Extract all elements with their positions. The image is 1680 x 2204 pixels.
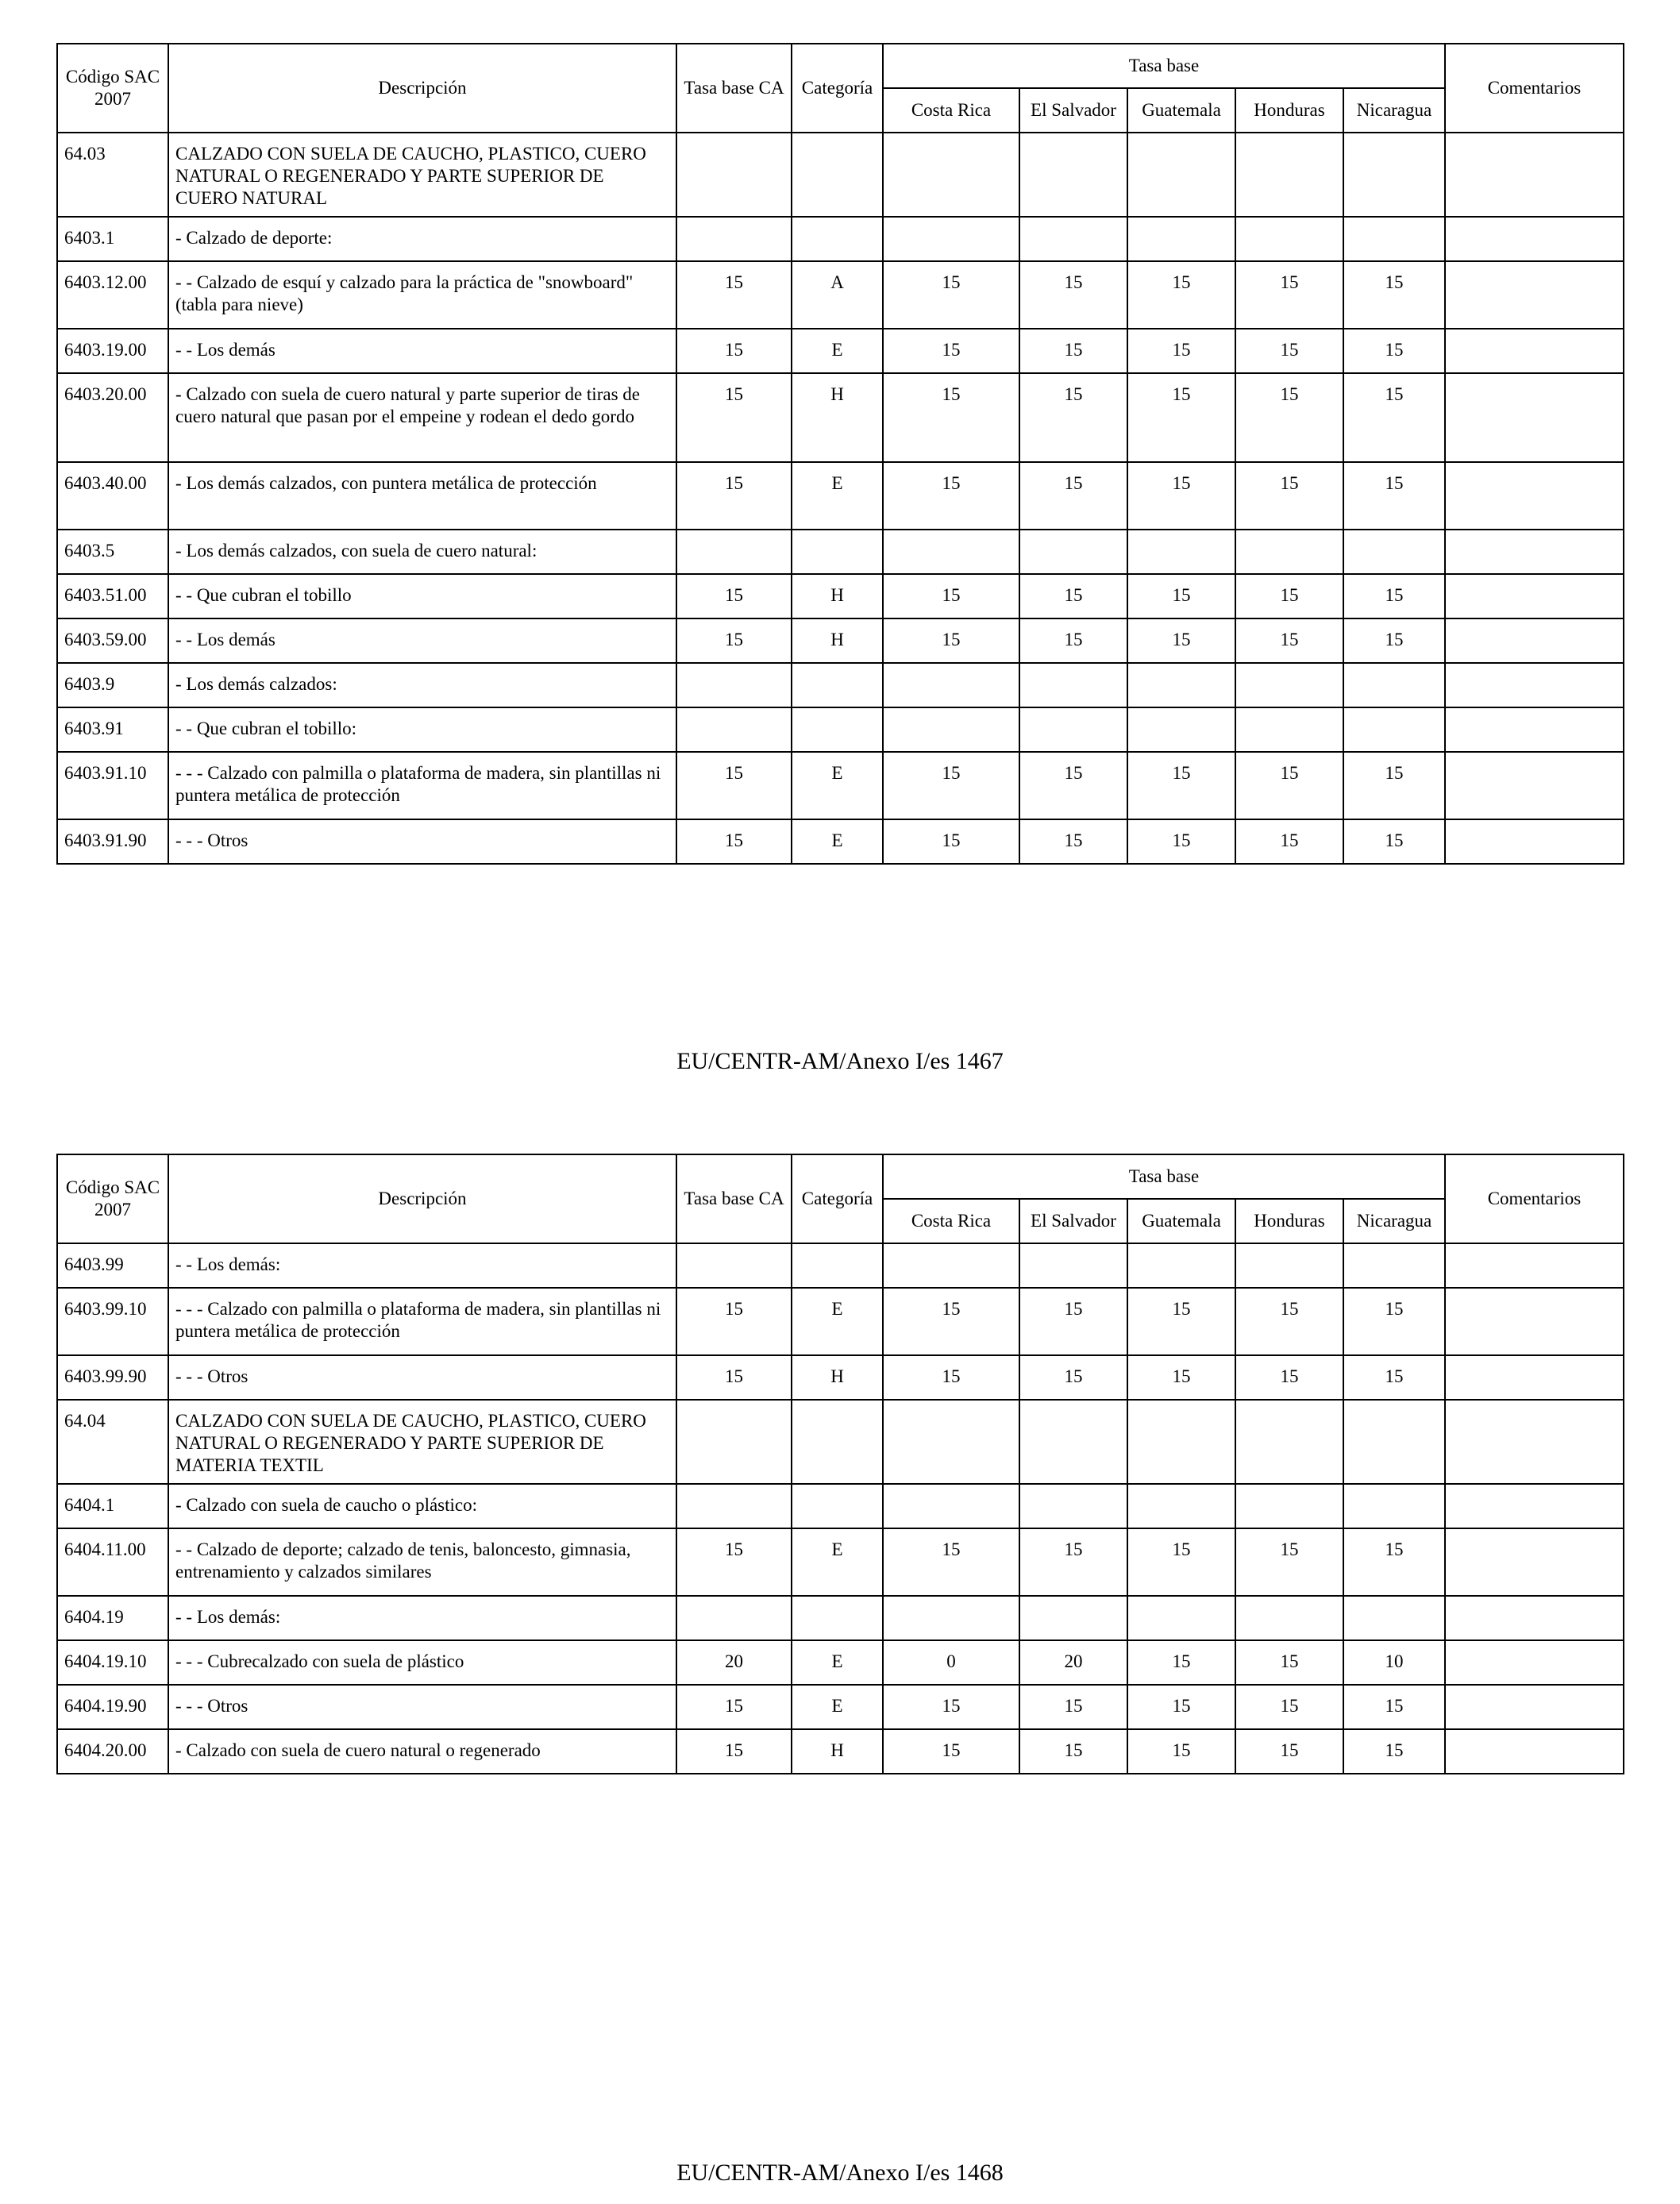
cell-tasa-base-ca: 20	[676, 1640, 792, 1685]
cell-categoria: E	[792, 1685, 883, 1729]
cell-nicaragua: 10	[1343, 1640, 1445, 1685]
cell-honduras	[1235, 530, 1343, 574]
cell-descripcion: - - Calzado de deporte; calzado de tenis, baloncesto, gimnasia, entrenamiento y calzados similares	[168, 1528, 676, 1596]
header-costa-rica: Costa Rica	[883, 88, 1019, 133]
cell-nicaragua: 15	[1343, 1528, 1445, 1596]
cell-honduras: 15	[1235, 462, 1343, 530]
cell-descripcion: CALZADO CON SUELA DE CAUCHO, PLASTICO, CUERO NATURAL O REGENERADO Y PARTE SUPERIOR DE CUERO NATURAL	[168, 133, 676, 217]
cell-tasa-base-ca: 15	[676, 1729, 792, 1774]
cell-descripcion: - - - Calzado con palmilla o plataforma de madera, sin plantillas ni puntera metálica de protección	[168, 1288, 676, 1355]
table-row	[57, 663, 1624, 707]
cell-guatemala: 15	[1127, 618, 1235, 663]
cell-el-salvador: 15	[1019, 1685, 1127, 1729]
cell-el-salvador	[1019, 133, 1127, 217]
cell-codigo: 6403.99	[57, 1243, 168, 1288]
cell-descripcion: - Los demás calzados, con suela de cuero natural:	[168, 530, 676, 574]
cell-tasa-base-ca: 15	[676, 752, 792, 819]
cell-tasa-base-ca: 15	[676, 1528, 792, 1596]
cell-el-salvador: 15	[1019, 1729, 1127, 1774]
cell-tasa-base-ca: 15	[676, 1685, 792, 1729]
cell-el-salvador: 15	[1019, 1528, 1127, 1596]
cell-comentarios	[1445, 663, 1624, 707]
cell-categoria: H	[792, 618, 883, 663]
cell-categoria: E	[792, 329, 883, 373]
cell-comentarios	[1445, 1355, 1624, 1400]
table-row	[57, 1355, 1624, 1400]
cell-comentarios	[1445, 1640, 1624, 1685]
table-row	[57, 1640, 1624, 1685]
cell-nicaragua: 15	[1343, 373, 1445, 462]
page-footer-1: EU/CENTR-AM/Anexo I/es 1467	[676, 1048, 1004, 1074]
cell-comentarios	[1445, 530, 1624, 574]
cell-categoria: H	[792, 373, 883, 462]
cell-codigo: 6403.40.00	[57, 462, 168, 530]
cell-descripcion: - Calzado de deporte:	[168, 217, 676, 261]
cell-descripcion: - - Calzado de esquí y calzado para la práctica de "snowboard" (tabla para nieve)	[168, 261, 676, 329]
cell-tasa-base-ca	[676, 663, 792, 707]
cell-el-salvador: 15	[1019, 462, 1127, 530]
cell-comentarios	[1445, 1288, 1624, 1355]
cell-codigo: 6403.91.90	[57, 819, 168, 864]
cell-el-salvador: 15	[1019, 1355, 1127, 1400]
header-nicaragua: Nicaragua	[1343, 88, 1445, 133]
page-footer-2: EU/CENTR-AM/Anexo I/es 1468	[676, 2160, 1004, 2186]
cell-comentarios	[1445, 1596, 1624, 1640]
cell-el-salvador: 15	[1019, 752, 1127, 819]
cell-nicaragua: 15	[1343, 618, 1445, 663]
cell-categoria: H	[792, 574, 883, 618]
cell-nicaragua: 15	[1343, 574, 1445, 618]
cell-tasa-base-ca	[676, 1243, 792, 1288]
table-row	[57, 1596, 1624, 1640]
cell-costa-rica: 15	[883, 574, 1019, 618]
cell-nicaragua	[1343, 663, 1445, 707]
cell-codigo: 6403.99.90	[57, 1355, 168, 1400]
cell-guatemala	[1127, 530, 1235, 574]
cell-el-salvador	[1019, 530, 1127, 574]
cell-nicaragua: 15	[1343, 819, 1445, 864]
cell-descripcion: - Los demás calzados:	[168, 663, 676, 707]
header-codigo: Código SAC 2007	[57, 44, 168, 133]
cell-el-salvador	[1019, 663, 1127, 707]
cell-tasa-base-ca: 15	[676, 373, 792, 462]
cell-descripcion: - - - Otros	[168, 1685, 676, 1729]
cell-categoria: E	[792, 1528, 883, 1596]
header-categoria: Categoría	[792, 44, 883, 133]
table-header	[57, 44, 1624, 133]
cell-descripcion: CALZADO CON SUELA DE CAUCHO, PLASTICO, CUERO NATURAL O REGENERADO Y PARTE SUPERIOR DE MATERIA TEXTIL	[168, 1400, 676, 1484]
header-categoria: Categoría	[792, 1154, 883, 1243]
cell-descripcion: - Calzado con suela de caucho o plástico:	[168, 1484, 676, 1528]
table-row	[57, 373, 1624, 462]
table-row	[57, 217, 1624, 261]
cell-guatemala: 15	[1127, 1729, 1235, 1774]
table-row	[57, 707, 1624, 752]
cell-el-salvador: 20	[1019, 1640, 1127, 1685]
table-row	[57, 1528, 1624, 1596]
cell-costa-rica: 15	[883, 373, 1019, 462]
cell-codigo: 64.03	[57, 133, 168, 217]
header-guatemala: Guatemala	[1127, 1199, 1235, 1243]
cell-tasa-base-ca: 15	[676, 819, 792, 864]
cell-costa-rica: 15	[883, 1729, 1019, 1774]
cell-el-salvador: 15	[1019, 261, 1127, 329]
cell-honduras: 15	[1235, 752, 1343, 819]
tariff-table-1	[56, 43, 1624, 865]
cell-guatemala	[1127, 1243, 1235, 1288]
cell-honduras: 15	[1235, 1288, 1343, 1355]
cell-codigo: 64.04	[57, 1400, 168, 1484]
cell-honduras: 15	[1235, 618, 1343, 663]
cell-comentarios	[1445, 1484, 1624, 1528]
cell-codigo: 6404.19.10	[57, 1640, 168, 1685]
cell-codigo: 6403.59.00	[57, 618, 168, 663]
cell-nicaragua	[1343, 217, 1445, 261]
cell-guatemala	[1127, 707, 1235, 752]
cell-costa-rica	[883, 530, 1019, 574]
cell-codigo: 6403.51.00	[57, 574, 168, 618]
cell-comentarios	[1445, 329, 1624, 373]
cell-descripcion: - - - Calzado con palmilla o plataforma de madera, sin plantillas ni puntera metálica de protección	[168, 752, 676, 819]
cell-categoria: E	[792, 752, 883, 819]
header-guatemala: Guatemala	[1127, 88, 1235, 133]
cell-costa-rica: 0	[883, 1640, 1019, 1685]
cell-codigo: 6403.1	[57, 217, 168, 261]
cell-descripcion: - - Los demás	[168, 618, 676, 663]
cell-el-salvador: 15	[1019, 574, 1127, 618]
cell-codigo: 6404.1	[57, 1484, 168, 1528]
cell-costa-rica: 15	[883, 618, 1019, 663]
cell-categoria	[792, 707, 883, 752]
cell-tasa-base-ca	[676, 530, 792, 574]
header-tasa-base-ca: Tasa base CA	[676, 44, 792, 133]
cell-comentarios	[1445, 217, 1624, 261]
cell-comentarios	[1445, 133, 1624, 217]
cell-guatemala	[1127, 133, 1235, 217]
header-descripcion: Descripción	[168, 44, 676, 133]
header-el-salvador: El Salvador	[1019, 1199, 1127, 1243]
cell-guatemala: 15	[1127, 373, 1235, 462]
table-row	[57, 618, 1624, 663]
cell-honduras	[1235, 1243, 1343, 1288]
cell-comentarios	[1445, 373, 1624, 462]
cell-categoria: E	[792, 462, 883, 530]
header-comentarios: Comentarios	[1445, 44, 1624, 133]
cell-comentarios	[1445, 752, 1624, 819]
cell-costa-rica: 15	[883, 819, 1019, 864]
table-row	[57, 133, 1624, 217]
cell-descripcion: - - - Cubrecalzado con suela de plástico	[168, 1640, 676, 1685]
cell-descripcion: - - Que cubran el tobillo:	[168, 707, 676, 752]
cell-guatemala: 15	[1127, 1288, 1235, 1355]
table-row	[57, 530, 1624, 574]
cell-tasa-base-ca: 15	[676, 1355, 792, 1400]
cell-guatemala: 15	[1127, 1355, 1235, 1400]
cell-el-salvador: 15	[1019, 819, 1127, 864]
cell-descripcion: - - - Otros	[168, 1355, 676, 1400]
table-row	[57, 462, 1624, 530]
table-row	[57, 1288, 1624, 1355]
cell-el-salvador: 15	[1019, 329, 1127, 373]
table-row	[57, 261, 1624, 329]
table-row	[57, 819, 1624, 864]
header-descripcion: Descripción	[168, 1154, 676, 1243]
cell-categoria	[792, 1243, 883, 1288]
header-comentarios: Comentarios	[1445, 1154, 1624, 1243]
cell-costa-rica: 15	[883, 752, 1019, 819]
cell-categoria	[792, 1400, 883, 1484]
cell-nicaragua: 15	[1343, 1355, 1445, 1400]
cell-nicaragua: 15	[1343, 462, 1445, 530]
cell-nicaragua	[1343, 1596, 1445, 1640]
header-tasa-base-ca: Tasa base CA	[676, 1154, 792, 1243]
cell-el-salvador	[1019, 707, 1127, 752]
cell-codigo: 6403.91.10	[57, 752, 168, 819]
cell-comentarios	[1445, 1685, 1624, 1729]
cell-honduras	[1235, 1400, 1343, 1484]
cell-nicaragua: 15	[1343, 1288, 1445, 1355]
cell-codigo: 6404.19.90	[57, 1685, 168, 1729]
cell-el-salvador: 15	[1019, 1288, 1127, 1355]
cell-descripcion: - Calzado con suela de cuero natural y parte superior de tiras de cuero natural que pasan por el empeine y rodean el dedo gordo	[168, 373, 676, 462]
header-nicaragua: Nicaragua	[1343, 1199, 1445, 1243]
cell-costa-rica	[883, 1596, 1019, 1640]
cell-comentarios	[1445, 462, 1624, 530]
cell-comentarios	[1445, 618, 1624, 663]
cell-el-salvador	[1019, 1243, 1127, 1288]
cell-guatemala: 15	[1127, 462, 1235, 530]
cell-guatemala	[1127, 663, 1235, 707]
cell-tasa-base-ca	[676, 217, 792, 261]
cell-codigo: 6403.5	[57, 530, 168, 574]
cell-comentarios	[1445, 574, 1624, 618]
cell-categoria: E	[792, 819, 883, 864]
cell-categoria	[792, 217, 883, 261]
cell-el-salvador	[1019, 1484, 1127, 1528]
cell-codigo: 6403.12.00	[57, 261, 168, 329]
cell-descripcion: - - Los demás:	[168, 1243, 676, 1288]
header-honduras: Honduras	[1235, 1199, 1343, 1243]
cell-costa-rica	[883, 217, 1019, 261]
cell-costa-rica	[883, 1243, 1019, 1288]
cell-tasa-base-ca	[676, 1484, 792, 1528]
cell-tasa-base-ca: 15	[676, 329, 792, 373]
cell-el-salvador	[1019, 1400, 1127, 1484]
table-body	[57, 133, 1624, 864]
tariff-table-2	[56, 1154, 1624, 1774]
cell-nicaragua: 15	[1343, 1685, 1445, 1729]
cell-codigo: 6404.11.00	[57, 1528, 168, 1596]
cell-guatemala: 15	[1127, 261, 1235, 329]
header-tasa-base: Tasa base	[883, 44, 1445, 88]
cell-categoria: A	[792, 261, 883, 329]
cell-guatemala: 15	[1127, 574, 1235, 618]
table-row	[57, 574, 1624, 618]
cell-comentarios	[1445, 1729, 1624, 1774]
cell-tasa-base-ca: 15	[676, 462, 792, 530]
cell-codigo: 6403.99.10	[57, 1288, 168, 1355]
cell-nicaragua	[1343, 1484, 1445, 1528]
cell-categoria: H	[792, 1729, 883, 1774]
cell-comentarios	[1445, 261, 1624, 329]
header-codigo: Código SAC 2007	[57, 1154, 168, 1243]
cell-descripcion: - - Los demás	[168, 329, 676, 373]
cell-nicaragua	[1343, 1400, 1445, 1484]
cell-honduras	[1235, 133, 1343, 217]
cell-guatemala	[1127, 1400, 1235, 1484]
cell-el-salvador: 15	[1019, 618, 1127, 663]
cell-nicaragua	[1343, 1243, 1445, 1288]
cell-guatemala: 15	[1127, 1528, 1235, 1596]
cell-codigo: 6403.91	[57, 707, 168, 752]
cell-honduras: 15	[1235, 819, 1343, 864]
cell-honduras	[1235, 707, 1343, 752]
cell-codigo: 6404.20.00	[57, 1729, 168, 1774]
cell-costa-rica	[883, 1400, 1019, 1484]
table-row	[57, 329, 1624, 373]
cell-costa-rica	[883, 1484, 1019, 1528]
cell-honduras: 15	[1235, 1355, 1343, 1400]
cell-honduras: 15	[1235, 1685, 1343, 1729]
cell-nicaragua: 15	[1343, 752, 1445, 819]
cell-honduras	[1235, 217, 1343, 261]
cell-nicaragua: 15	[1343, 261, 1445, 329]
cell-descripcion: - - Que cubran el tobillo	[168, 574, 676, 618]
cell-el-salvador: 15	[1019, 373, 1127, 462]
cell-comentarios	[1445, 1528, 1624, 1596]
cell-honduras: 15	[1235, 373, 1343, 462]
cell-categoria	[792, 530, 883, 574]
cell-guatemala	[1127, 217, 1235, 261]
cell-costa-rica: 15	[883, 462, 1019, 530]
cell-guatemala	[1127, 1596, 1235, 1640]
cell-categoria	[792, 133, 883, 217]
cell-guatemala	[1127, 1484, 1235, 1528]
table-row	[57, 1243, 1624, 1288]
cell-tasa-base-ca: 15	[676, 574, 792, 618]
cell-costa-rica: 15	[883, 1355, 1019, 1400]
cell-el-salvador	[1019, 217, 1127, 261]
cell-categoria	[792, 1484, 883, 1528]
cell-el-salvador	[1019, 1596, 1127, 1640]
cell-descripcion: - - Los demás:	[168, 1596, 676, 1640]
cell-tasa-base-ca	[676, 1596, 792, 1640]
table-row	[57, 1484, 1624, 1528]
cell-comentarios	[1445, 707, 1624, 752]
cell-honduras: 15	[1235, 1528, 1343, 1596]
cell-descripcion: - - - Otros	[168, 819, 676, 864]
cell-costa-rica: 15	[883, 261, 1019, 329]
cell-codigo: 6404.19	[57, 1596, 168, 1640]
cell-honduras: 15	[1235, 261, 1343, 329]
cell-descripcion: - Los demás calzados, con puntera metálica de protección	[168, 462, 676, 530]
cell-categoria: H	[792, 1355, 883, 1400]
cell-descripcion: - Calzado con suela de cuero natural o regenerado	[168, 1729, 676, 1774]
cell-codigo: 6403.9	[57, 663, 168, 707]
cell-guatemala: 15	[1127, 1685, 1235, 1729]
cell-honduras: 15	[1235, 1729, 1343, 1774]
header-tasa-base: Tasa base	[883, 1154, 1445, 1199]
cell-comentarios	[1445, 1400, 1624, 1484]
cell-honduras: 15	[1235, 1640, 1343, 1685]
table-body	[57, 1243, 1624, 1774]
cell-guatemala: 15	[1127, 819, 1235, 864]
cell-categoria: E	[792, 1288, 883, 1355]
cell-tasa-base-ca	[676, 133, 792, 217]
cell-categoria	[792, 663, 883, 707]
cell-costa-rica	[883, 133, 1019, 217]
table-row	[57, 1400, 1624, 1484]
cell-honduras: 15	[1235, 574, 1343, 618]
table-row	[57, 1729, 1624, 1774]
cell-categoria: E	[792, 1640, 883, 1685]
cell-codigo: 6403.20.00	[57, 373, 168, 462]
header-costa-rica: Costa Rica	[883, 1199, 1019, 1243]
cell-honduras	[1235, 1484, 1343, 1528]
table-header	[57, 1154, 1624, 1243]
cell-nicaragua	[1343, 707, 1445, 752]
cell-tasa-base-ca	[676, 1400, 792, 1484]
cell-costa-rica: 15	[883, 1685, 1019, 1729]
cell-guatemala: 15	[1127, 1640, 1235, 1685]
cell-nicaragua	[1343, 133, 1445, 217]
cell-guatemala: 15	[1127, 329, 1235, 373]
cell-tasa-base-ca	[676, 707, 792, 752]
cell-honduras: 15	[1235, 329, 1343, 373]
cell-comentarios	[1445, 1243, 1624, 1288]
table-row	[57, 1685, 1624, 1729]
cell-costa-rica: 15	[883, 1528, 1019, 1596]
cell-tasa-base-ca: 15	[676, 1288, 792, 1355]
cell-codigo: 6403.19.00	[57, 329, 168, 373]
cell-nicaragua: 15	[1343, 329, 1445, 373]
cell-nicaragua	[1343, 530, 1445, 574]
cell-honduras	[1235, 663, 1343, 707]
cell-costa-rica	[883, 707, 1019, 752]
cell-tasa-base-ca: 15	[676, 261, 792, 329]
cell-tasa-base-ca: 15	[676, 618, 792, 663]
cell-guatemala: 15	[1127, 752, 1235, 819]
table-row	[57, 752, 1624, 819]
header-honduras: Honduras	[1235, 88, 1343, 133]
cell-nicaragua: 15	[1343, 1729, 1445, 1774]
cell-costa-rica: 15	[883, 1288, 1019, 1355]
cell-costa-rica: 15	[883, 329, 1019, 373]
header-el-salvador: El Salvador	[1019, 88, 1127, 133]
cell-comentarios	[1445, 819, 1624, 864]
cell-costa-rica	[883, 663, 1019, 707]
cell-honduras	[1235, 1596, 1343, 1640]
cell-categoria	[792, 1596, 883, 1640]
